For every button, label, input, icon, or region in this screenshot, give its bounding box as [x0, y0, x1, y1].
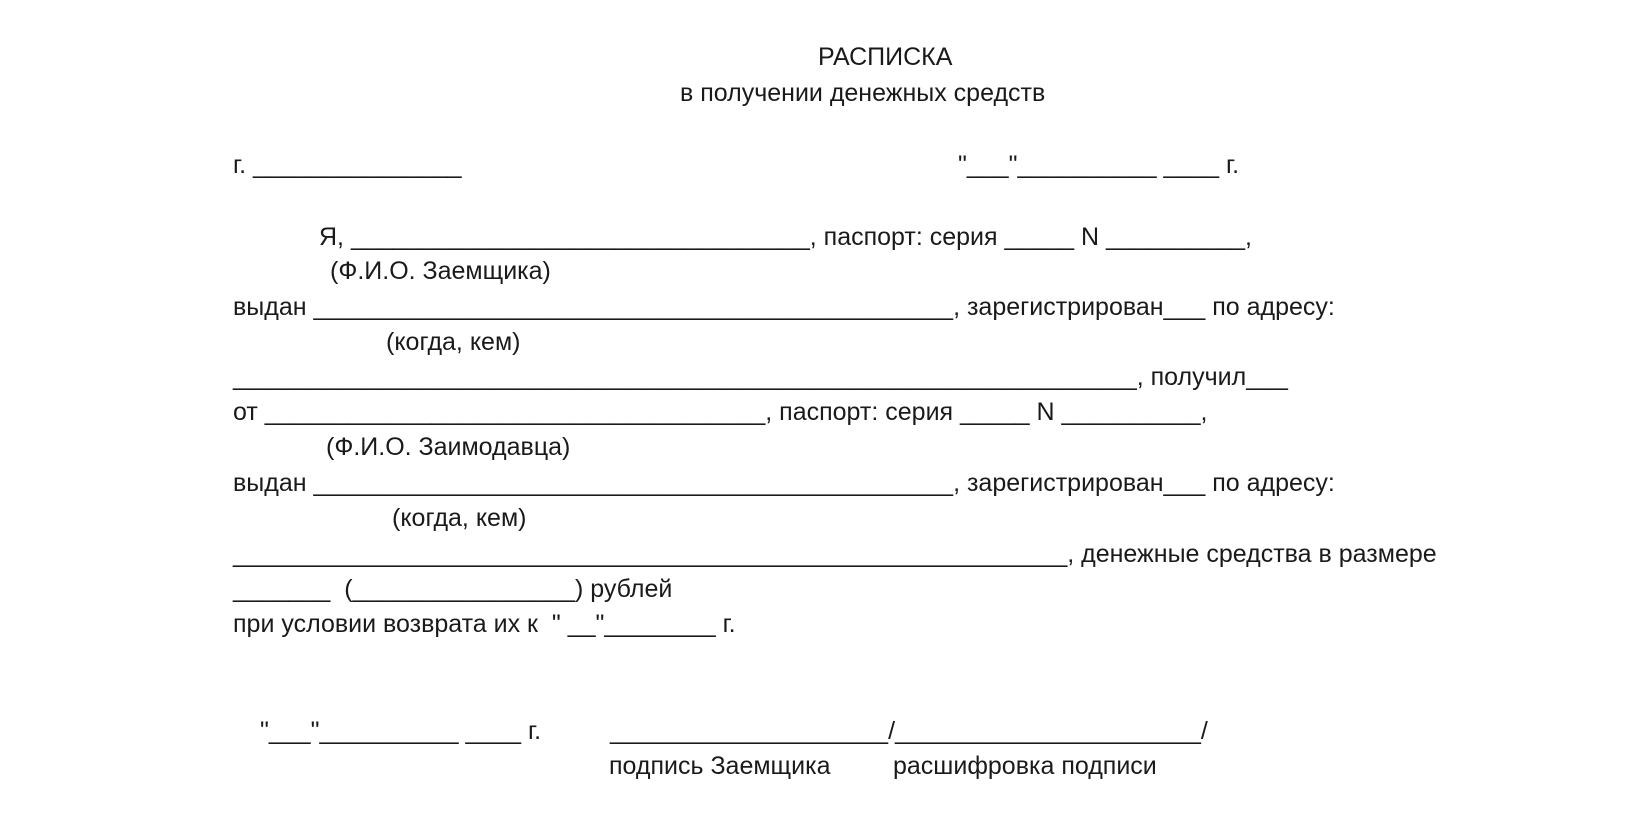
lender-address-line: ____________________________________________________________, денежные средства в размере [233, 540, 1437, 568]
signature-field: ____________________/______________________/ [610, 717, 1208, 745]
document-subtitle: в получении денежных средств [680, 79, 1046, 107]
city-field: г. _______________ [233, 151, 462, 179]
amount-line: _______ (________________) рублей [233, 575, 673, 603]
return-line: при условии возврата их к " __"________ г. [233, 610, 736, 638]
lender-issued-caption: (когда, кем) [392, 504, 527, 532]
borrower-issued-caption: (когда, кем) [386, 328, 521, 356]
lender-issued-line: выдан ______________________________________________, зарегистрирован___ по адресу: [233, 469, 1335, 497]
signature-caption: подпись Заемщика [609, 752, 831, 780]
signature-date-field: "___"__________ ____ г. [260, 717, 542, 745]
borrower-address-line: _________________________________________________________________, получил___ [233, 363, 1288, 391]
borrower-name-caption: (Ф.И.О. Заемщика) [330, 257, 551, 285]
date-field: "___"__________ ____ г. [958, 151, 1240, 179]
lender-line: от ____________________________________, паспорт: серия _____ N __________, [233, 398, 1208, 426]
lender-name-caption: (Ф.И.О. Заимодавца) [326, 433, 571, 461]
signature-decoding-caption: расшифровка подписи [893, 752, 1157, 780]
borrower-line: Я, _________________________________, паспорт: серия _____ N __________, [319, 223, 1252, 251]
document-title: РАСПИСКА [818, 43, 953, 71]
borrower-issued-line: выдан ______________________________________________, зарегистрирован___ по адресу: [233, 293, 1335, 321]
